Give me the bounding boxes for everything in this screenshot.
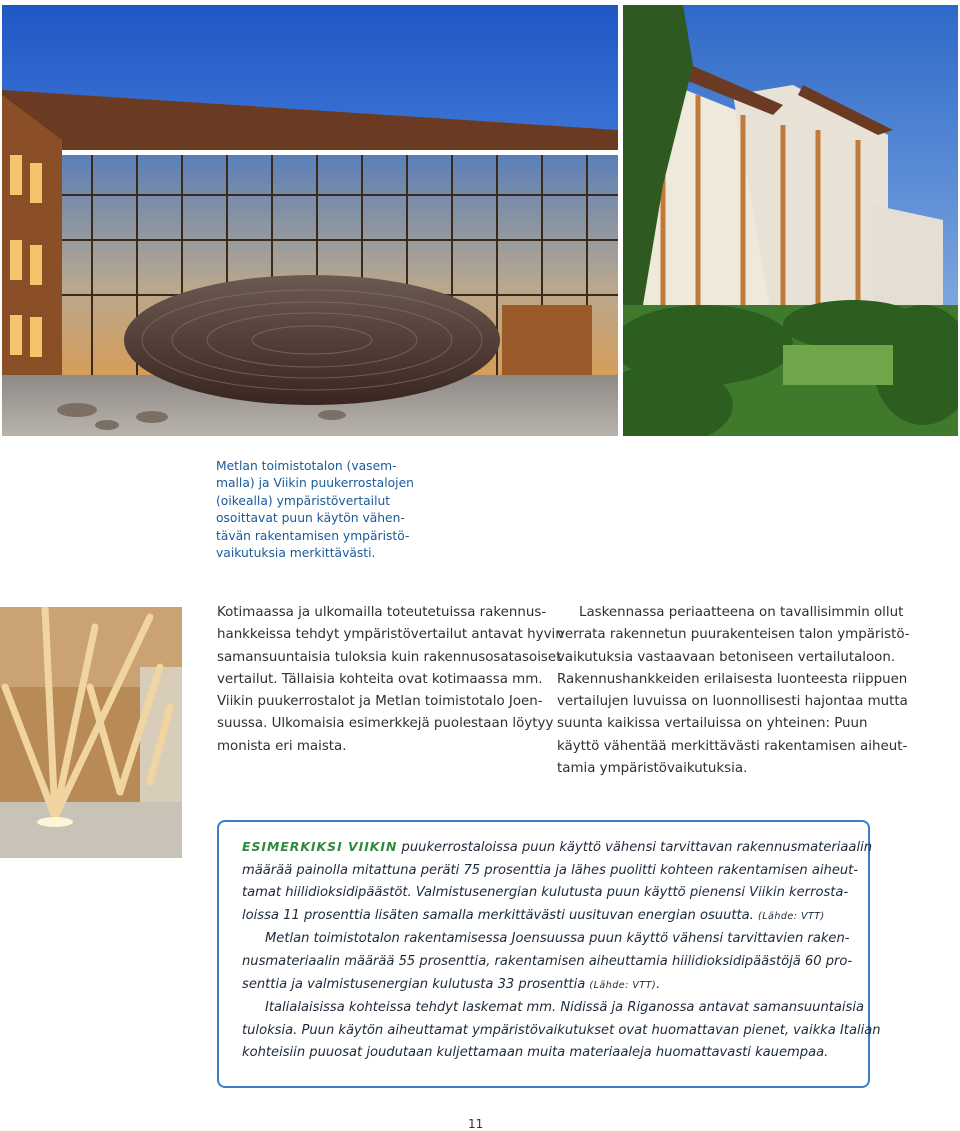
caption-line: Metlan toimistotalon (vasem- [216, 459, 397, 473]
body-line: vertailut. Tällaisia kohteita ovat kotimaassa mm. [217, 671, 543, 687]
body-line: Rakennushankkeiden erilaisesta luonteesta riippuen [557, 671, 908, 687]
body-column-left [217, 602, 564, 758]
body-line: vaikutuksia vastaavaan betoniseen vertailutaloon. [557, 649, 896, 665]
body-line: vertailujen luvuissa on luonnollisesti hajontaa mutta [557, 694, 908, 710]
body-line: samansuuntaisia tuloksia kuin rakennusosatasoiset [217, 649, 562, 665]
body-line: suunta kaikissa vertailuissa on yhteinen: Puun [557, 716, 868, 732]
body-line: tamia ympäristövaikutuksia. [557, 761, 748, 777]
photo-caption [216, 458, 416, 562]
body-line: käyttö vähentää merkittävästi rakentamisen aiheut- [557, 738, 908, 754]
box-line: nusmateriaalin määrää 55 prosenttia, rakentamisen aiheuttamia hiilidioksidipäästöjä 60 pro- [242, 953, 853, 969]
body-line: suussa. Ulkomaisia esimerkkejä puolestaan löytyy [217, 716, 554, 732]
body-line: Laskennassa periaatteena on tavallisimmin ollut [579, 605, 904, 620]
box-text: puukerrostaloissa puun käyttö vähensi tarvittavan rakennusmateriaalin [397, 840, 873, 855]
box-line [242, 836, 873, 860]
body-line: monista eri maista. [217, 738, 347, 754]
body-line: Kotimaassa ja ulkomailla toteutetuissa rakennus- [217, 605, 547, 620]
example-highlight: ESIMERKIKSI VIIKIN [242, 839, 398, 854]
body-column-right [557, 602, 910, 780]
body-line: hankkeissa tehdyt ympäristövertailut antavat hyvin [217, 627, 564, 643]
body-line: verrata rakennetun puurakenteisen talon ympäristö- [557, 627, 910, 643]
page-number: 11 [468, 1117, 484, 1131]
box-text: . [656, 976, 661, 992]
caption-line: osoittavat puun käytön vähen- [216, 511, 405, 526]
box-text: senttia ja valmistusenergian kulutusta 33 prosenttia [242, 976, 586, 992]
caption-line: (oikealla) ympäristövertailut [216, 493, 391, 508]
body-line: Viikin puukerrostalot ja Metlan toimistotalo Joen- [217, 694, 543, 710]
photo-viikki-apartments [623, 5, 958, 436]
source-note: (Lähde: VTT) [758, 910, 825, 922]
box-line: tuloksia. Puun käytön aiheuttamat ympäristövaikutukset ovat huomattavan pienet, vaikka Italian [242, 1022, 881, 1038]
box-line: kohteisiin puuosat joudutaan kuljettamaan muita materiaaleja huomattavasti kauempaa. [242, 1045, 829, 1061]
box-line [242, 974, 862, 998]
box-line: Italialaisissa kohteissa tehdyt laskemat mm. Nidissä ja Riganossa antavat samansuuntaisia [265, 1000, 865, 1016]
caption-line: malla) ja Viikin puukerrostalojen [216, 476, 414, 491]
box-text: loissa 11 prosenttia lisäten samalla merkittävästi uusituvan energian osuutta. [242, 907, 754, 923]
caption-line: vaikutuksia merkittävästi. [216, 546, 376, 561]
example-box-text [242, 836, 881, 1065]
box-line: tamat hiilidioksidipäästöt. Valmistusenergian kulutusta puun käyttö pienensi Viikin kerrosta- [242, 885, 849, 901]
box-line: määrää painolla mitattuna peräti 75 prosenttia ja lähes puolitti kohteen rakentamisen aiheut- [242, 862, 859, 878]
source-note: (Lähde: VTT) [589, 979, 657, 991]
photo-wooden-interior [0, 607, 182, 858]
box-line: Metlan toimistotalon rakentamisessa Joensuussa puun käyttö vähensi tarvittavien raken- [265, 931, 850, 947]
photo-metla-office [2, 5, 618, 436]
caption-line: tävän rakentamisen ympäristö- [216, 528, 410, 543]
box-line [242, 905, 862, 929]
